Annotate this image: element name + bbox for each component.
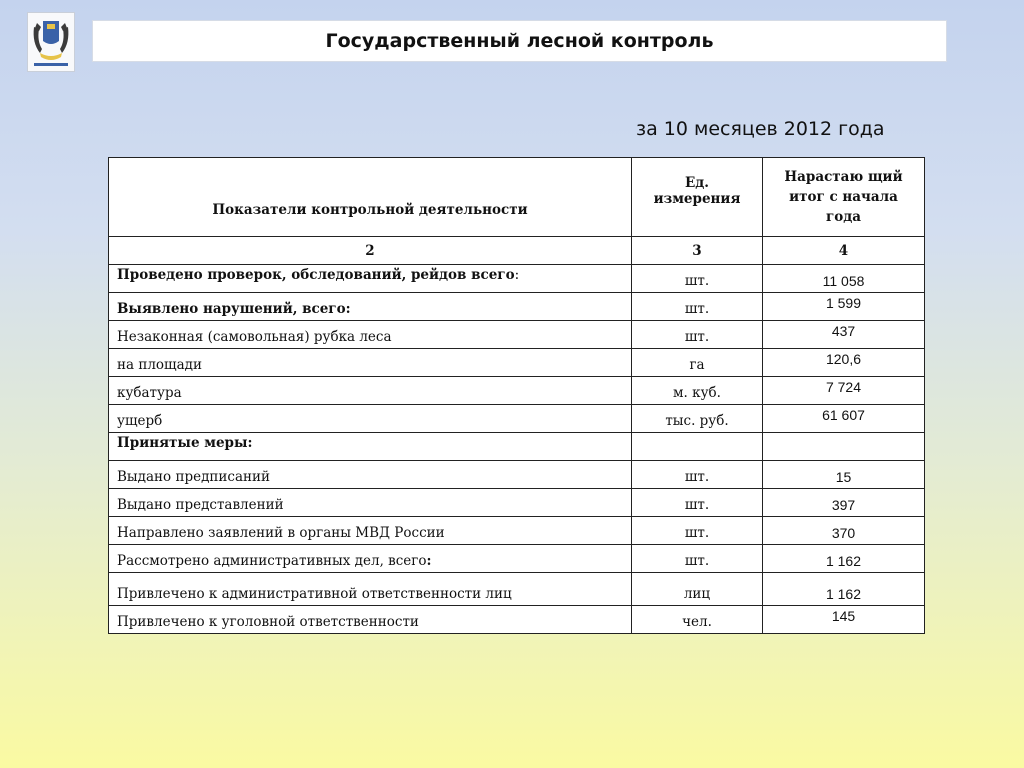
table-row — [109, 606, 925, 634]
table-header-row — [109, 158, 925, 237]
row-unit: лиц — [632, 573, 763, 606]
row-unit: тыс. руб. — [632, 405, 763, 433]
row-value: 1 599 — [763, 293, 925, 321]
table-row — [109, 405, 925, 433]
row-value: 437 — [763, 321, 925, 349]
table-row — [109, 377, 925, 405]
row-unit: шт. — [632, 265, 763, 293]
table-row — [109, 293, 925, 321]
table-row — [109, 265, 925, 293]
row-unit: шт. — [632, 545, 763, 573]
row-value: 145 — [763, 606, 925, 634]
row-value — [763, 433, 925, 461]
row-label: Направлено заявлений в органы МВД России — [109, 517, 632, 545]
table-row — [109, 573, 925, 606]
row-value: 397 — [763, 489, 925, 517]
row-value: 15 — [763, 461, 925, 489]
control-activity-table — [108, 157, 925, 634]
column-number: 4 — [763, 237, 925, 265]
header-indicators: Показатели контрольной деятельности — [109, 158, 632, 237]
row-label: Незаконная (самовольная) рубка леса — [109, 321, 632, 349]
row-label: Привлечено к административной ответственности лиц — [109, 573, 632, 606]
row-value: 370 — [763, 517, 925, 545]
table-row — [109, 433, 925, 461]
row-unit: га — [632, 349, 763, 377]
row-unit: м. куб. — [632, 377, 763, 405]
row-value: 1 162 — [763, 573, 925, 606]
row-value: 1 162 — [763, 545, 925, 573]
row-label — [109, 265, 632, 293]
coat-of-arms-graphic — [28, 13, 74, 71]
row-label — [109, 545, 632, 573]
row-label: Принятые меры: — [109, 433, 632, 461]
row-unit: шт. — [632, 517, 763, 545]
report-period: за 10 месяцев 2012 года — [636, 118, 885, 140]
row-unit: чел. — [632, 606, 763, 634]
row-label: Привлечено к уголовной ответственности — [109, 606, 632, 634]
table-row — [109, 489, 925, 517]
row-value: 11 058 — [763, 265, 925, 293]
row-label: Выдано предписаний — [109, 461, 632, 489]
row-label: кубатура — [109, 377, 632, 405]
row-label-suffix: : — [426, 553, 432, 569]
row-label: Выявлено нарушений, всего: — [109, 293, 632, 321]
row-value: 61 607 — [763, 405, 925, 433]
table-row — [109, 461, 925, 489]
table-row — [109, 545, 925, 573]
header-cumulative-total: Нарастаю щий итог с начала года — [763, 158, 925, 237]
column-number: 2 — [109, 237, 632, 265]
page-title: Государственный лесной контроль — [92, 20, 947, 62]
row-unit: шт. — [632, 461, 763, 489]
column-number-row — [109, 237, 925, 265]
row-value: 7 724 — [763, 377, 925, 405]
row-label-suffix: : — [514, 267, 520, 283]
row-unit: шт. — [632, 321, 763, 349]
table-row — [109, 321, 925, 349]
row-label: Выдано представлений — [109, 489, 632, 517]
row-unit: шт. — [632, 293, 763, 321]
table-row — [109, 517, 925, 545]
coat-of-arms-icon — [27, 12, 75, 72]
header-unit: Ед. измерения — [632, 158, 763, 237]
row-label-text: Рассмотрено административных дел, всего — [117, 553, 427, 569]
row-label: на площади — [109, 349, 632, 377]
row-label-text: Проведено проверок, обследований, рейдов всего — [117, 267, 515, 283]
row-label: ущерб — [109, 405, 632, 433]
row-unit — [632, 433, 763, 461]
column-number: 3 — [632, 237, 763, 265]
table-row — [109, 349, 925, 377]
row-unit: шт. — [632, 489, 763, 517]
row-value: 120,6 — [763, 349, 925, 377]
